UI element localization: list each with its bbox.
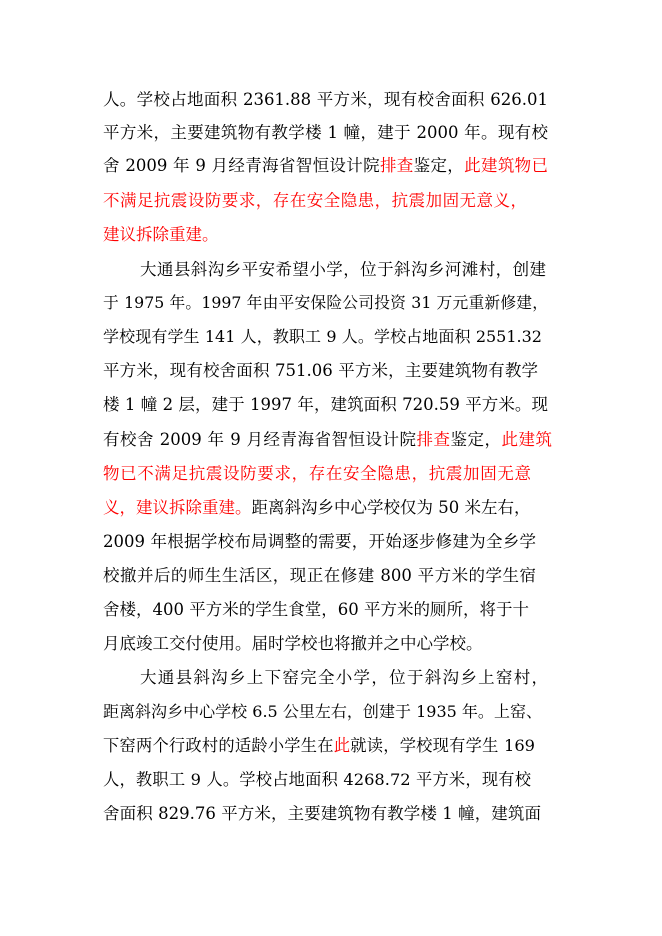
text-line — [103, 354, 538, 388]
highlighted-text: 此建筑物已 — [464, 156, 548, 175]
text-segment: 于 1975 年。1997 年由平安保险公司投资 31 万元重新修建， — [103, 293, 548, 312]
text-segment: 距离斜沟乡中心学校仅为 50 米左右， — [251, 498, 531, 517]
highlighted-text: 排查 — [379, 156, 414, 175]
text-segment: 鉴定， — [450, 430, 502, 449]
text-segment: 舍面积 829.76 平方米，主要建筑物有教学楼 1 幢，建筑面 — [103, 804, 541, 823]
text-segment: 就读，学校现有学生 169 — [350, 736, 535, 755]
highlighted-text: 此建筑 — [501, 430, 552, 449]
text-line — [103, 695, 542, 729]
highlighted-text: 排查 — [416, 430, 451, 449]
text-segment: 校撤并后的师生生活区，现正在修建 800 平方米的学生宿 — [103, 566, 536, 585]
text-line — [103, 286, 548, 320]
text-line — [103, 729, 535, 763]
highlighted-text: 物已不满足抗震设防要求，存在安全隐患，抗震加固无意 — [103, 464, 531, 483]
text-line — [103, 491, 531, 525]
text-segment: 距离斜沟乡中心学校 6.5 公里左右，创建于 1935 年。上窑、 — [103, 702, 542, 721]
text-line — [103, 457, 531, 491]
text-segment: 平方米，现有校舍面积 751.06 平方米，主要建筑物有教学 — [103, 361, 538, 380]
text-line — [103, 797, 541, 831]
text-line — [103, 763, 531, 797]
text-line — [103, 184, 527, 218]
highlighted-text: 义，建议拆除重建。 — [103, 498, 252, 517]
highlighted-text: 建议拆除重建。 — [103, 225, 219, 244]
text-segment: 大通县斜沟乡上下窑完全小学，位于斜沟乡上窑村， — [140, 668, 548, 687]
text-line — [103, 218, 219, 252]
text-segment: 大通县斜沟乡平安希望小学，位于斜沟乡河滩村，创建 — [140, 260, 546, 279]
text-segment: 有校舍 2009 年 9 月经青海省智恒设计院 — [103, 430, 417, 449]
text-line — [103, 559, 536, 593]
text-segment: 学校现有学生 141 人，教职工 9 人。学校占地面积 2551.32 — [103, 327, 542, 346]
text-segment: 2009 年根据学校布局调整的需要，开始逐步修建为全乡学 — [103, 532, 536, 551]
text-line — [103, 320, 542, 354]
highlighted-text: 此 — [333, 736, 351, 755]
text-segment: 月底竣工交付使用。届时学校也将撤并之中心学校。 — [103, 634, 483, 653]
text-line — [103, 388, 548, 422]
text-segment: 平方米，主要建筑物有教学楼 1 幢，建于 2000 年。现有校 — [103, 123, 548, 142]
text-line — [103, 149, 548, 183]
text-segment: 舍楼，400 平方米的学生食堂，60 平方米的厕所，将于十 — [103, 600, 529, 619]
text-line — [103, 593, 529, 627]
text-segment: 下窑两个行政村的适龄小学生在 — [103, 736, 334, 755]
text-line — [103, 525, 536, 559]
text-segment: 人。学校占地面积 2361.88 平方米，现有校舍面积 626.01 — [103, 90, 548, 109]
text-line — [103, 423, 552, 457]
text-segment: 舍 2009 年 9 月经青海省智恒设计院 — [103, 156, 380, 175]
text-segment: 楼 1 幢 2 层，建于 1997 年，建筑面积 720.59 平方米。现 — [103, 395, 548, 414]
text-line — [103, 627, 483, 661]
text-line — [103, 83, 548, 117]
text-segment: 鉴定， — [413, 156, 465, 175]
highlighted-text: 不满足抗震设防要求，存在安全隐患，抗震加固无意义， — [103, 191, 527, 210]
text-segment: 人，教职工 9 人。学校占地面积 4268.72 平方米，现有校 — [103, 770, 531, 789]
text-line — [140, 253, 546, 287]
text-line — [140, 661, 548, 695]
text-line — [103, 116, 548, 150]
